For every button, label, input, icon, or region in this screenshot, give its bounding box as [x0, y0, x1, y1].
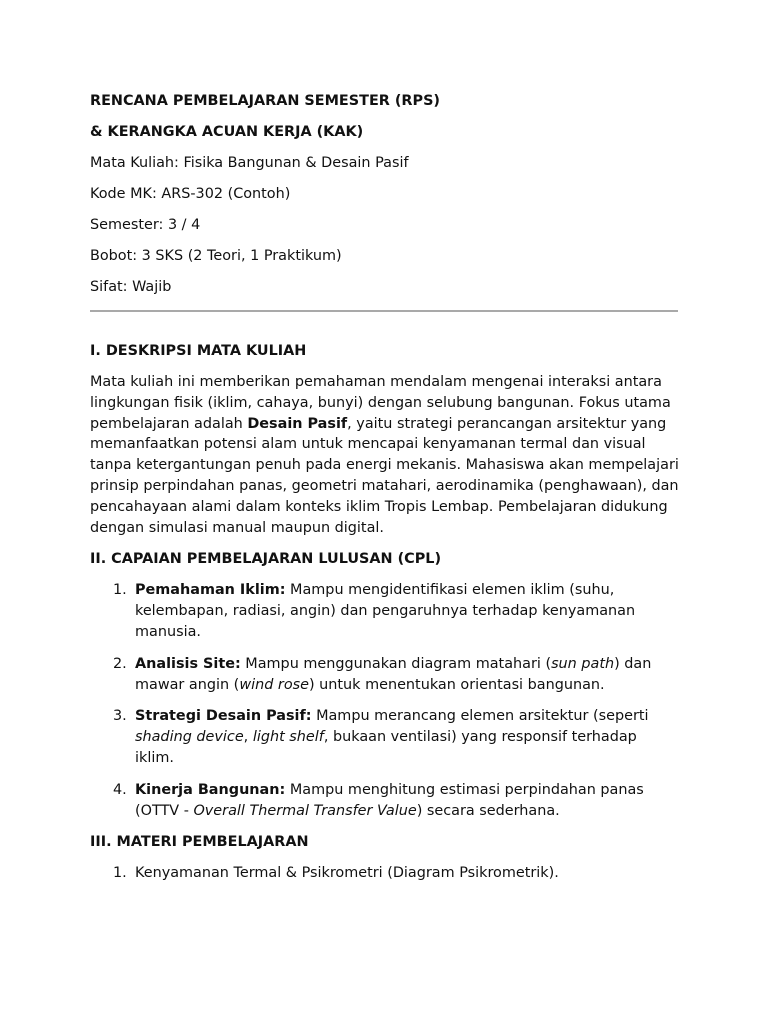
horizontal-divider [90, 310, 678, 312]
list-item [90, 780, 680, 822]
list-item [90, 863, 680, 884]
list-item-label: Strategi Desain Pasif: [135, 708, 312, 725]
section-heading-materi: III. MATERI PEMBELAJARAN [90, 834, 309, 851]
list-item-italic-term: Overall Thermal Transfer Value [193, 802, 417, 819]
list-item-text: Mampu mengidentifikasi elemen iklim (suhu, kelembapan, radiasi, angin) dan pengaruhnya terhadap kenyamanan manusia. [135, 582, 636, 640]
list-item-text: , bukaan ventilasi) yang responsif terhadap iklim. [135, 729, 637, 766]
list-item [90, 580, 680, 642]
list-item-label: Analisis Site: [135, 655, 241, 672]
document-body [90, 91, 680, 884]
semester-line: Semester: 3 / 4 [90, 217, 201, 233]
list-item-label: Pemahaman Iklim: [135, 582, 286, 599]
list-item-text: Kenyamanan Termal & Psikrometri (Diagram Psikrometrik). [135, 865, 559, 882]
list-item-label: Kinerja Bangunan: [135, 781, 286, 798]
deskripsi-paragraph [90, 372, 680, 538]
sifat-line: Sifat: Wajib [90, 279, 172, 295]
mata-kuliah-line: Mata Kuliah: Fisika Bangunan & Desain Pasif [90, 155, 409, 171]
list-item-italic-term: sun path [551, 655, 615, 672]
materi-list [90, 863, 680, 884]
list-item [90, 654, 680, 696]
section-heading-cpl: II. CAPAIAN PEMBELAJARAN LULUSAN (CPL) [90, 551, 442, 568]
list-item-text: Mampu merancang elemen arsitektur (seperti [311, 708, 649, 725]
list-item-italic-term: shading device [135, 729, 244, 746]
deskripsi-bold-term: Desain Pasif [247, 415, 348, 432]
kode-mk-line: Kode MK: ARS-302 (Contoh) [90, 186, 291, 202]
document-title-line1: RENCANA PEMBELAJARAN SEMESTER (RPS) [90, 93, 441, 109]
list-item-number: 3. [113, 708, 127, 725]
list-item-number: 1. [113, 865, 127, 882]
list-item-italic-term: light shelf [252, 729, 324, 746]
bobot-line: Bobot: 3 SKS (2 Teori, 1 Praktikum) [90, 248, 342, 264]
list-item-number: 4. [113, 781, 127, 798]
list-item-number: 2. [113, 655, 127, 672]
list-item-text: ) dan mawar angin ( [135, 655, 652, 693]
deskripsi-text-end: , yaitu strategi perancangan arsitektur yang memanfaatkan potensi alam untuk mencapai kenyamanan termal dan visual tanpa ketergantungan penuh pada energi mekanis. Mahasiswa akan mempelajari prinsip perpindahan panas, geometri matahari, aerodinamika (penghawaan), dan pencahayaan alami dalam konteks iklim Tropis Lembap. Pembelajaran didukung dengan simulasi manual maupun digital. [90, 415, 679, 536]
section-heading-deskripsi: I. DESKRIPSI MATA KULIAH [90, 343, 307, 359]
list-item-number: 1. [113, 582, 127, 599]
list-item-text: , [243, 729, 253, 746]
cpl-list [90, 580, 680, 821]
deskripsi-text-start: Mata kuliah ini memberikan pemahaman mendalam mengenai interaksi antara lingkungan fisik (iklim, cahaya, bunyi) dengan selubung bangunan. Fokus utama pembelajaran adalah [90, 374, 671, 432]
list-item-text: ) untuk menentukan orientasi bangunan. [308, 676, 605, 693]
list-item-text: Mampu menghitung estimasi perpindahan panas (OTTV - [135, 781, 644, 819]
list-item-text: ) secara sederhana. [416, 802, 560, 819]
list-item [90, 706, 680, 768]
document-title-line2: & KERANGKA ACUAN KERJA (KAK) [90, 124, 364, 140]
list-item-italic-term: wind rose [239, 676, 309, 693]
list-item-text: Mampu menggunakan diagram matahari ( [240, 655, 552, 672]
